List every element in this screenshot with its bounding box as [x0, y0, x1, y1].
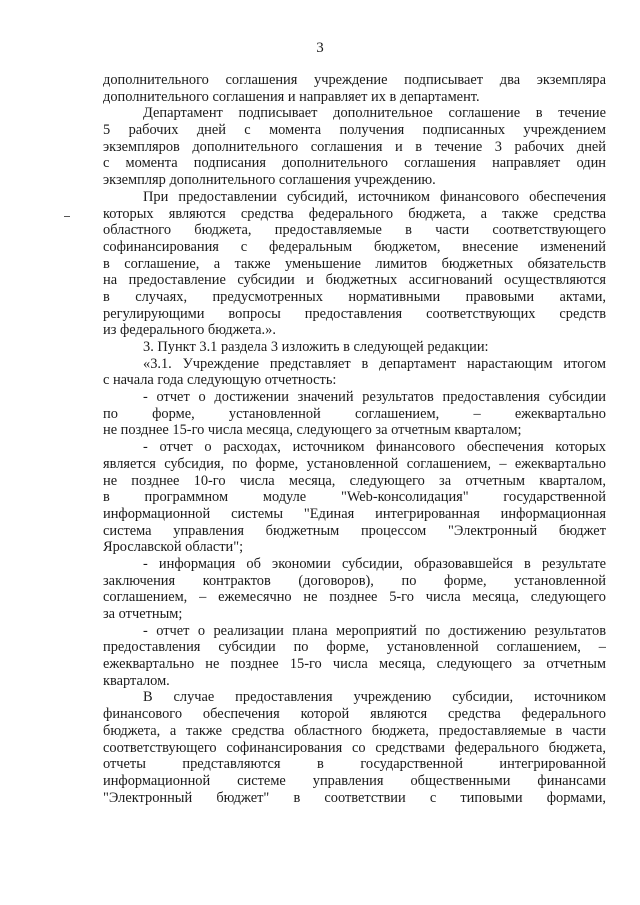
- text-line: на предоставление субсидии и бюджетных ассигнований осуществляются: [103, 272, 606, 289]
- margin-mark: [64, 216, 70, 217]
- text-line: кварталом.: [103, 672, 170, 689]
- text-line: 3. Пункт 3.1 раздела 3 изложить в следующей редакции:: [143, 339, 489, 355]
- text-line: за отчетным;: [103, 606, 183, 622]
- text-line: соглашением, – ежемесячно не позднее 5-го числа месяца, следующего: [103, 589, 606, 606]
- text-line: областного бюджета, предоставляемые в части соответствующего: [103, 222, 606, 239]
- text-line: отчеты представляются в государственной интегрированной: [103, 756, 606, 773]
- text-line: не позднее 15-го числа месяца, следующего за отчетным кварталом;: [103, 422, 522, 439]
- text-line: Ярославской области";: [103, 539, 244, 556]
- text-line: является субсидия, по форме, установленной соглашением, – ежеквартально: [103, 455, 606, 472]
- text-line: в программном модуле "Web-консолидация" государственной: [103, 489, 606, 506]
- text-line: в случаях, предусмотренных нормативными правовыми актами,: [103, 288, 606, 305]
- text-line: по форме, установленной соглашением, – ежеквартально: [103, 405, 606, 422]
- text-line: - отчет о реализации плана мероприятий по достижению результатов: [143, 622, 606, 639]
- text-line: софинансирования с федеральным бюджетом, внесение изменений: [103, 238, 606, 255]
- text-line: заключения контрактов (договоров), по форме, установленной: [103, 572, 606, 589]
- text-line: регулирующими вопросы предоставления соответствующих средств: [103, 305, 606, 322]
- text-line: с начала года следующую отчетность:: [103, 372, 337, 389]
- body-text: [103, 72, 606, 806]
- text-line: - информация об экономии субсидии, образовавшейся в результате: [143, 555, 606, 572]
- text-line: соответствующего софинансирования со средствами федерального бюджета,: [103, 739, 606, 756]
- text-line: система управления бюджетным процессом "Электронный бюджет: [103, 522, 606, 539]
- text-line: экземпляров дополнительного соглашения и в течение 3 рабочих дней: [103, 138, 606, 155]
- text-line: экземпляр дополнительного соглашения учреждению.: [103, 172, 436, 189]
- text-line: предоставления субсидии по форме, установленной соглашением, –: [103, 639, 606, 656]
- text-line: - отчет о расходах, источником финансового обеспечения которых: [143, 439, 606, 456]
- text-line: Департамент подписывает дополнительное соглашение в течение: [143, 105, 606, 122]
- text-line: В случае предоставления учреждению субсидии, источником: [143, 689, 606, 706]
- text-line: не позднее 10-го числа месяца, следующего за отчетным кварталом,: [103, 472, 606, 489]
- text-line: ежеквартально не позднее 15-го числа месяца, следующего за отчетным: [103, 656, 606, 673]
- text-line: с момента подписания дополнительного соглашения направляет один: [103, 155, 606, 172]
- text-line: При предоставлении субсидий, источником финансового обеспечения: [143, 188, 606, 205]
- page-number: 3: [316, 40, 324, 56]
- text-line: дополнительного соглашения и направляет их в департамент.: [103, 88, 480, 105]
- text-line: - отчет о достижении значений результатов предоставления субсидии: [143, 389, 606, 406]
- text-line: бюджета, а также средства областного бюджета, предоставляемые в части: [103, 722, 606, 739]
- text-line: 5 рабочих дней с момента получения подписанных учреждением: [103, 122, 606, 139]
- text-line: информационной системе управления общественными финансами: [103, 772, 606, 789]
- text-line: финансового обеспечения которой являются средства федерального: [103, 706, 606, 723]
- text-line: дополнительного соглашения учреждение подписывает два экземпляра: [103, 72, 606, 88]
- text-line: информационной системы "Единая интегрированная информационная: [103, 505, 606, 522]
- text-line: в соглашение, а также уменьшение лимитов бюджетных обязательств: [103, 255, 606, 272]
- text-line: из федерального бюджета.».: [103, 322, 276, 339]
- text-line: «3.1. Учреждение представляет в департамент нарастающим итогом: [143, 355, 606, 372]
- text-line: "Электронный бюджет" в соответствии с типовыми формами,: [103, 789, 606, 806]
- text-line: которых являются средства федерального бюджета, а также средства: [103, 205, 606, 222]
